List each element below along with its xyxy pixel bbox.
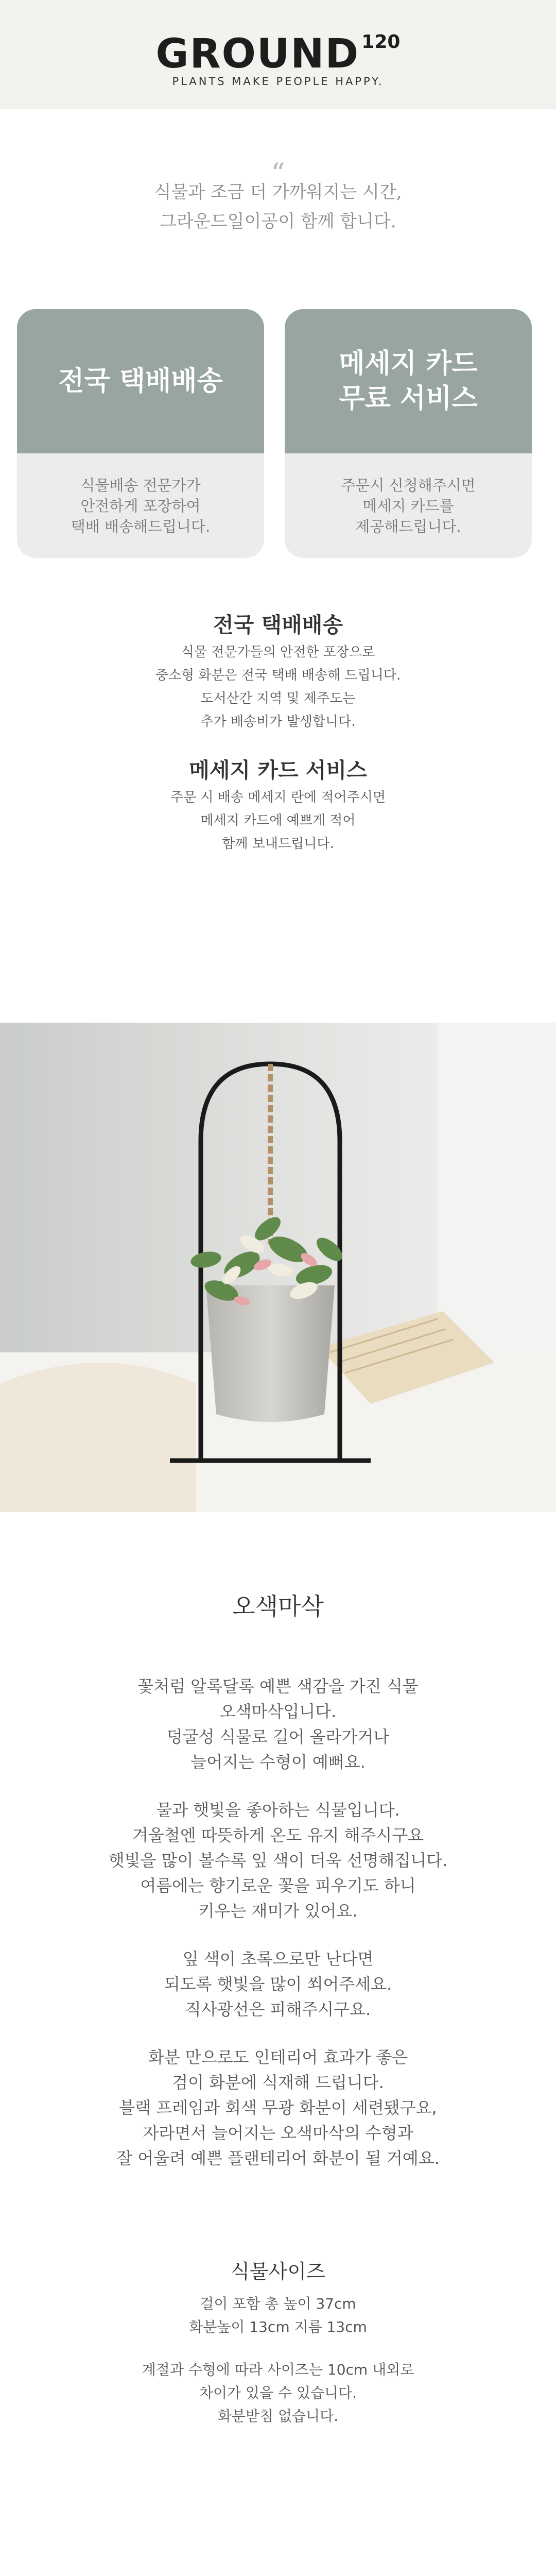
product-description-line: 오색마삭입니다. bbox=[219, 1702, 337, 1721]
delivery-card-text-2: 안전하게 포장하여 bbox=[80, 497, 201, 515]
size-note-line: 차이가 있을 수 있습니다. bbox=[199, 2384, 357, 2401]
card-info-line: 함께 보내드립니다. bbox=[222, 836, 334, 852]
message-card-text-2: 메세지 카드를 bbox=[362, 497, 454, 515]
size-title: 식물사이즈 bbox=[231, 2260, 325, 2283]
delivery-card-text-1: 식물배송 전문가가 bbox=[80, 476, 201, 494]
hanging-planter-photo bbox=[0, 1023, 556, 1512]
quote-mark-icon: “ bbox=[271, 157, 285, 190]
quote-line-2: 그라운드일이공이 함께 합니다. bbox=[160, 211, 396, 232]
size-line: 화분높이 13cm 지름 13cm bbox=[189, 2318, 367, 2335]
product-description-line: 검이 화분에 식재해 드립니다. bbox=[172, 2073, 384, 2092]
product-description-line: 화분 만으로도 인테리어 효과가 좋은 bbox=[148, 2047, 408, 2067]
brand-logo bbox=[0, 31, 556, 77]
card-info-title: 메세지 카드 서비스 bbox=[189, 758, 367, 783]
product-description-line: 늘어지는 수형이 예뻐요. bbox=[190, 1752, 366, 1772]
delivery-info-line: 중소형 화분은 전국 택배 배송해 드립니다. bbox=[155, 668, 401, 683]
message-card-text-1: 주문시 신청해주시면 bbox=[341, 476, 476, 494]
message-card-header bbox=[285, 309, 532, 453]
delivery-info-line: 도서산간 지역 및 제주도는 bbox=[200, 691, 356, 706]
message-card-text-3: 제공해드립니다. bbox=[355, 517, 461, 535]
product-description-line: 물과 햇빛을 좋아하는 식물입니다. bbox=[156, 1800, 400, 1820]
delivery-info-title: 전국 택배배송 bbox=[213, 613, 343, 637]
delivery-card-header bbox=[17, 309, 264, 453]
brand-tagline: PLANTS MAKE PEOPLE HAPPY. bbox=[172, 75, 384, 88]
message-card-title-1: 메세지 카드 bbox=[339, 348, 478, 379]
logo-number: 120 bbox=[361, 31, 401, 53]
product-description-line: 키우는 재미가 있어요. bbox=[198, 1901, 358, 1921]
product-description-line: 꽃처럼 알록달록 예쁜 색감을 가진 식물 bbox=[137, 1676, 419, 1696]
card-info-line: 주문 시 배송 메세지 란에 적어주시면 bbox=[170, 790, 386, 805]
product-description-line: 겨울철엔 따뜻하게 온도 유지 해주시구요 bbox=[132, 1825, 424, 1845]
size-line: 걸이 포함 총 높이 37cm bbox=[200, 2295, 356, 2312]
product-description-line: 덩굴성 식물로 길어 올라가거나 bbox=[166, 1727, 390, 1747]
delivery-card-title: 전국 택배배송 bbox=[58, 366, 223, 397]
product-description-line: 잎 색이 초록으로만 난다면 bbox=[182, 1949, 374, 1969]
logo-wordmark: GROUND bbox=[155, 31, 360, 77]
product-description-line: 여름에는 향기로운 꽃을 피우기도 하니 bbox=[140, 1876, 416, 1895]
size-note-line: 화분받침 없습니다. bbox=[217, 2408, 339, 2425]
product-description-line: 햇빛을 많이 볼수록 잎 색이 더욱 선명해집니다. bbox=[108, 1851, 448, 1870]
brand-header bbox=[0, 0, 556, 109]
product-description-line: 잘 어울려 예쁜 플랜테리어 화분이 될 거예요. bbox=[116, 2148, 440, 2168]
delivery-card-text-3: 택배 배송해드립니다. bbox=[71, 517, 211, 535]
delivery-info-line: 추가 배송비가 발생합니다. bbox=[200, 714, 356, 730]
product-description-line: 직사광선은 피해주시구요. bbox=[185, 1999, 371, 2019]
message-card-body bbox=[285, 453, 532, 558]
product-name: 오색마삭 bbox=[232, 1592, 324, 1620]
delivery-info-line: 식물 전문가들의 안전한 포장으로 bbox=[181, 645, 375, 660]
message-card bbox=[285, 309, 532, 558]
product-description-line: 자라면서 늘어지는 오색마삭의 수형과 bbox=[143, 2123, 413, 2143]
delivery-card-body bbox=[17, 453, 264, 558]
card-info-line: 메세지 카드에 예쁘게 적어 bbox=[200, 813, 356, 828]
quote-line-1: 식물과 조금 더 가까워지는 시간, bbox=[154, 182, 402, 202]
message-card-title-2: 무료 서비스 bbox=[339, 383, 478, 414]
size-note-line: 계절과 수형에 따라 사이즈는 10cm 내외로 bbox=[142, 2361, 414, 2378]
delivery-card bbox=[17, 309, 264, 558]
product-description-line: 블랙 프레임과 회색 무광 화분이 세련됐구요, bbox=[119, 2098, 437, 2117]
product-description-line: 되도록 햇빛을 많이 쐬어주세요. bbox=[164, 1974, 392, 1994]
